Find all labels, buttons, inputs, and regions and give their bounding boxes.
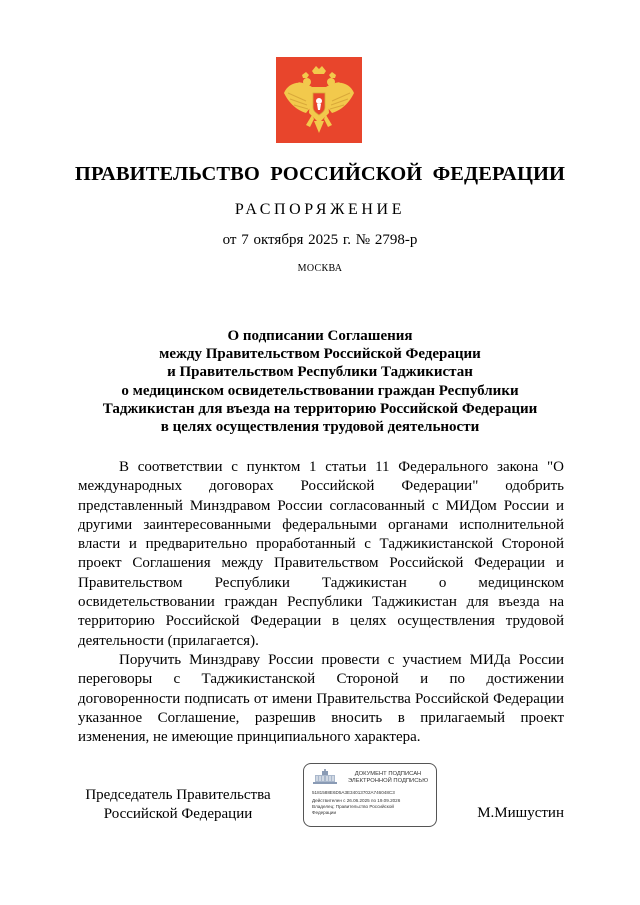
- signatory-position-line2: Российской Федерации: [103, 806, 253, 822]
- signatory-position: [78, 786, 278, 824]
- subject-line: в целях осуществления трудовой деятельности: [160, 419, 480, 436]
- stamp-title-line1: ДОКУМЕНТ ПОДПИСАН: [354, 771, 422, 777]
- subject-line: и Правительством Республики Таджикистан: [167, 364, 473, 381]
- subject-line: о медицинском освидетельствовании граждан Республики: [121, 382, 519, 399]
- coat-of-arms-emblem: [276, 57, 362, 143]
- subject-line: О подписании Соглашения: [227, 328, 413, 344]
- signatory-position-line1: Председатель Правительства: [85, 787, 271, 803]
- signatory-name: М.Мишустин: [477, 805, 564, 821]
- document-city: МОСКВА: [297, 263, 343, 274]
- subject-line: между Правительством Российской Федерации: [159, 346, 481, 363]
- body-paragraph-1: В соответствии с пунктом 1 статьи 11 Федерального закона "О международных договорах Российской Федерации" одобрить представленный Минздравом России согласованный с МИДом России и другими заинтересованными федеральными органами исполнительной власти и предварительно проработанный с Таджикистанской Стороной проект Соглашения между Правительством Российской Федерации и Правительством Республики Таджикистан о медицинском освидетельствовании граждан Республики Таджикистан для въезда на территорию Российской Федерации в целях осуществления трудовой деятельности (прилагается).: [78, 459, 564, 649]
- subject-line: Таджикистан для въезда на территорию Российской Федерации: [102, 400, 538, 417]
- certificate-serial: 5181588E6D5A3E34013702A746048C3: [312, 790, 395, 795]
- stamp-title: [342, 771, 434, 785]
- certificate-owner-line2: Федерации: [312, 809, 337, 815]
- government-building-icon: [312, 769, 338, 785]
- government-title: ПРАВИТЕЛЬСТВО РОССИЙСКОЙ ФЕДЕРАЦИИ: [74, 163, 566, 185]
- certificate-owner-line1: Владелец: Правительство Российской: [312, 804, 394, 809]
- document-body: [78, 458, 564, 747]
- document-date-number: от 7 октября 2025 г. № 2798-р: [222, 232, 418, 248]
- certificate-validity: Действителен с 26.06.2025 по 19.09.2026: [312, 798, 401, 803]
- electronic-signature-stamp: [303, 763, 437, 827]
- document-subject: [60, 327, 580, 436]
- body-paragraph-2: Поручить Минздраву России провести с участием МИДа России переговоры с Таджикистанской Стороной и по достижении договоренности подписать от имени Правительства Российской Федерации указанное Соглашение, разрешив вносить в прилагаемый проект изменения, не имеющие принципиального характера.: [78, 651, 564, 746]
- document-type: РАСПОРЯЖЕНИЕ: [234, 201, 406, 218]
- stamp-title-line2: ЭЛЕКТРОННОЙ ПОДПИСЬЮ: [347, 778, 429, 784]
